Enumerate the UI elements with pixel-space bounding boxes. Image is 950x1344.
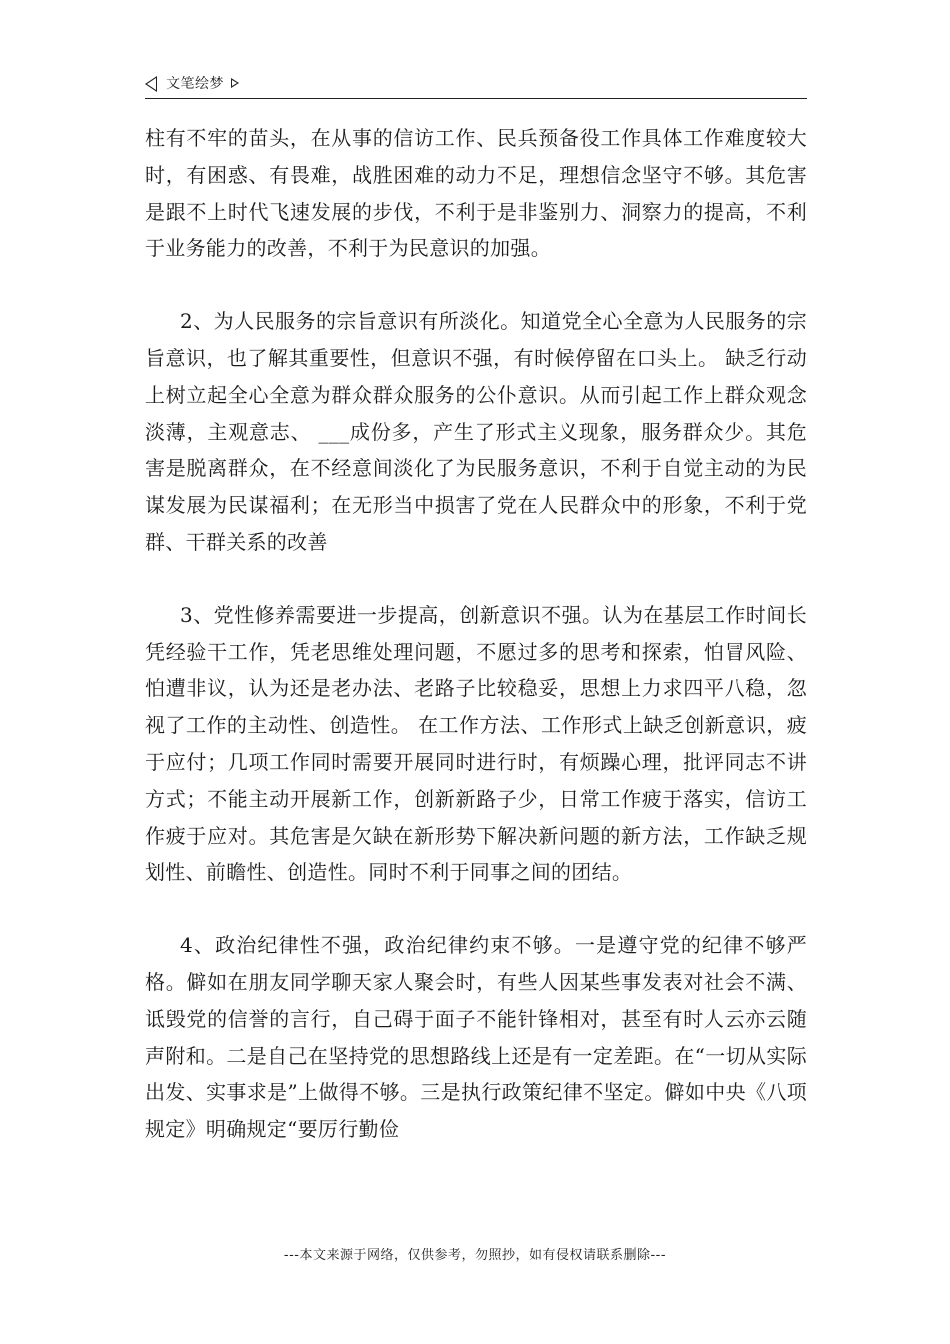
- document-body: [145, 120, 807, 1148]
- paragraph-spacer: [145, 267, 807, 303]
- header-title: 文笔绘梦: [166, 76, 224, 92]
- paragraph-spacer: [145, 891, 807, 927]
- paragraph-2: 2、为人民服务的宗旨意识有所淡化。知道党全心全意为人民服务的宗旨意识，也了解其重要性，但意识不强，有时候停留在口头上。 缺乏行动上树立起全心全意为群众群众服务的公仆意识。从而引起工作上群众观念淡薄，主观意志、 ___成份多，产生了形式主义现象，服务群众少。其危害是脱离群众，在不经意间淡化了为民服务意识，不利于自觉主动的为民谋发展为民谋福利；在无形当中损害了党在人民群众中的形象，不利于党群、干群关系的改善: [145, 309, 807, 554]
- page-header: [145, 72, 807, 99]
- paragraph-continued: 柱有不牢的苗头，在从事的信访工作、民兵预备役工作具体工作难度较大时，有困惑、有畏难，战胜困难的动力不足，理想信念坚守不够。其危害是跟不上时代飞速发展的步伐，不利于是非鉴别力、洞察力的提高，不利于业务能力的改善，不利于为民意识的加强。: [145, 126, 807, 261]
- paragraph-3: 3、党性修养需要进一步提高，创新意识不强。认为在基层工作时间长凭经验干工作，凭老思维处理问题，不愿过多的思考和探索，怕冒风险、怕遭非议，认为还是老办法、老路子比较稳妥，思想上力求四平八稳，忽视了工作的主动性、创造性。 在工作方法、工作形式上缺乏创新意识，疲于应付；几项工作同时需要开展同时进行时，有烦躁心理，批评同志不讲方式；不能主动开展新工作，创新新路子少，日常工作疲于落实，信访工作疲于应对。其危害是欠缺在新形势下解决新问题的新方法，工作缺乏规划性、前瞻性、创造性。同时不利于同事之间的团结。: [145, 602, 807, 885]
- page-footer-disclaimer: ---本文来源于网络，仅供参考，勿照抄，如有侵权请联系删除---: [283, 1248, 667, 1263]
- triangle-right-icon: [231, 78, 239, 88]
- paragraph-4: 4、政治纪律性不强，政治纪律约束不够。一是遵守党的纪律不够严格。僻如在朋友同学聊天家人聚会时，有些人因某些事发表对社会不满、诋毁党的信誉的言行，自己碍于面子不能针锋相对，甚至有时人云亦云随声附和。二是自己在坚持党的思想路线上还是有一定差距。在“一切从实际出发、实事求是”上做得不够。三是执行政策纪律不坚定。僻如中央《八项规定》明确规定“要厉行勤俭: [145, 933, 807, 1142]
- triangle-left-icon: [145, 76, 157, 92]
- paragraph-spacer: [145, 561, 807, 597]
